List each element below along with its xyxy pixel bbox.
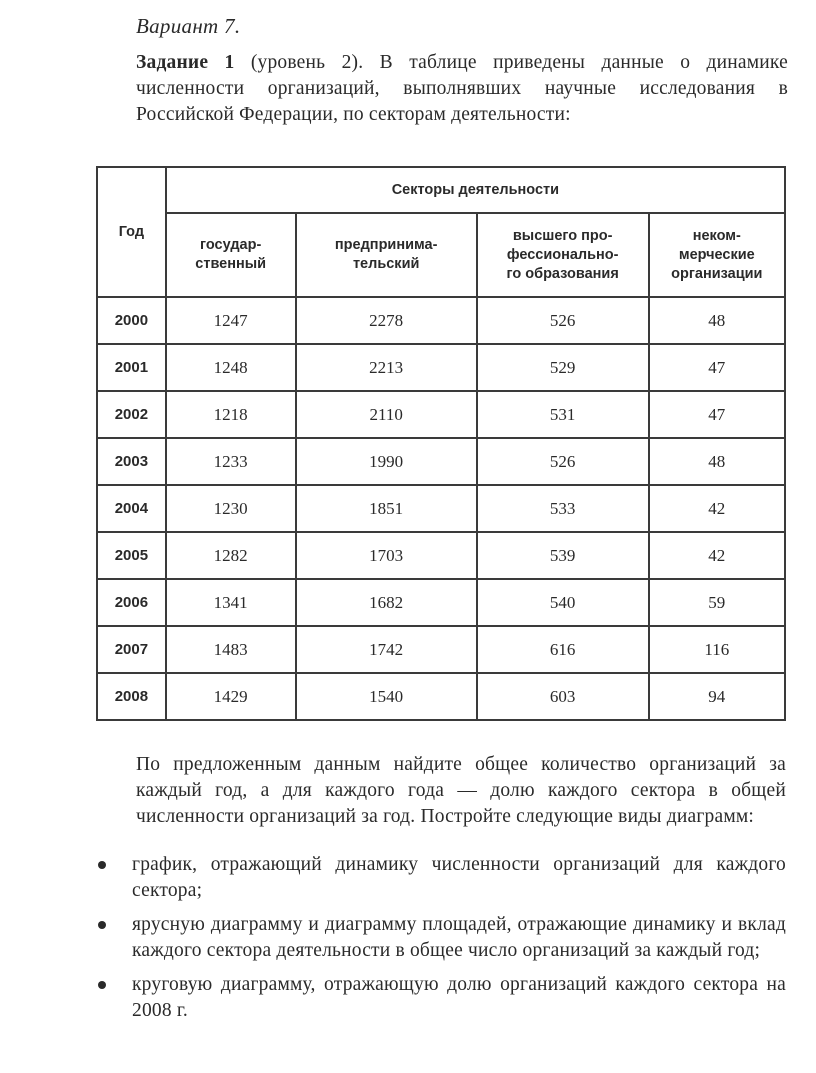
data-table-body <box>97 297 785 720</box>
list-item <box>96 972 786 1024</box>
table-row <box>97 673 785 720</box>
value-cell: 1429 <box>166 673 296 720</box>
task-intro-text: (уровень 2). В таблице приведены данные о динамике численности организаций, выполнявших научные исследования в Российской Федерации, по секторам деятельности: <box>136 52 788 125</box>
table-row <box>97 297 785 344</box>
list-item-text: график, отражающий динамику численности организаций для каждого сектора; <box>132 854 786 901</box>
year-cell: 2003 <box>97 438 166 485</box>
table-row <box>97 485 785 532</box>
value-cell: 1703 <box>296 532 477 579</box>
table-row <box>97 532 785 579</box>
value-cell: 1247 <box>166 297 296 344</box>
year-cell: 2004 <box>97 485 166 532</box>
sector-column-header: государ- ственный <box>166 213 296 297</box>
year-cell: 2006 <box>97 579 166 626</box>
value-cell: 1341 <box>166 579 296 626</box>
list-item-text: круговую диаграмму, отражающую долю организаций каждого сектора на 2008 г. <box>132 974 786 1021</box>
task-instructions: По предложенным данным найдите общее количество организаций за каждый год, а для каждого года — долю каждого сектора в общей численности организаций за год. Постройте следующие виды диаграмм: <box>136 754 786 827</box>
year-column-header: Год <box>97 167 166 297</box>
table-row <box>97 344 785 391</box>
value-cell: 616 <box>477 626 649 673</box>
value-cell: 116 <box>649 626 785 673</box>
value-cell: 42 <box>649 532 785 579</box>
value-cell: 540 <box>477 579 649 626</box>
sector-column-header: предпринима- тельский <box>296 213 477 297</box>
sector-column-header: неком- мерческие организации <box>649 213 785 297</box>
value-cell: 1742 <box>296 626 477 673</box>
table-row <box>97 438 785 485</box>
chart-requirements-list <box>96 852 786 1032</box>
value-cell: 1248 <box>166 344 296 391</box>
table-row <box>97 626 785 673</box>
value-cell: 533 <box>477 485 649 532</box>
value-cell: 1230 <box>166 485 296 532</box>
value-cell: 1233 <box>166 438 296 485</box>
value-cell: 94 <box>649 673 785 720</box>
value-cell: 48 <box>649 438 785 485</box>
year-cell: 2005 <box>97 532 166 579</box>
bullet-icon <box>98 921 106 929</box>
task-label: Задание 1 <box>136 52 235 73</box>
value-cell: 1990 <box>296 438 477 485</box>
year-cell: 2007 <box>97 626 166 673</box>
year-cell: 2000 <box>97 297 166 344</box>
value-cell: 2110 <box>296 391 477 438</box>
year-cell: 2001 <box>97 344 166 391</box>
list-item <box>96 852 786 904</box>
value-cell: 1682 <box>296 579 477 626</box>
value-cell: 529 <box>477 344 649 391</box>
value-cell: 539 <box>477 532 649 579</box>
value-cell: 1483 <box>166 626 296 673</box>
variant-heading: Вариант 7. <box>136 14 241 38</box>
bullet-icon <box>98 981 106 989</box>
value-cell: 47 <box>649 391 785 438</box>
value-cell: 1851 <box>296 485 477 532</box>
bullet-icon <box>98 861 106 869</box>
value-cell: 59 <box>649 579 785 626</box>
table-row <box>97 391 785 438</box>
value-cell: 603 <box>477 673 649 720</box>
value-cell: 1540 <box>296 673 477 720</box>
sector-column-header: высшего про- фессионально- го образования <box>477 213 649 297</box>
task-intro-paragraph <box>136 50 788 128</box>
value-cell: 531 <box>477 391 649 438</box>
sector-header-row <box>97 213 785 297</box>
year-cell: 2008 <box>97 673 166 720</box>
value-cell: 2213 <box>296 344 477 391</box>
value-cell: 42 <box>649 485 785 532</box>
sectors-group-header: Секторы деятельности <box>166 167 785 213</box>
table-row <box>97 579 785 626</box>
value-cell: 48 <box>649 297 785 344</box>
value-cell: 1282 <box>166 532 296 579</box>
value-cell: 526 <box>477 297 649 344</box>
list-item <box>96 912 786 964</box>
value-cell: 47 <box>649 344 785 391</box>
data-table <box>96 166 786 721</box>
list-item-text: ярусную диаграмму и диаграмму площадей, отражающие динамику и вклад каждого сектора деятельности в общее число организаций за каждый год; <box>132 914 786 961</box>
year-cell: 2002 <box>97 391 166 438</box>
value-cell: 1218 <box>166 391 296 438</box>
value-cell: 526 <box>477 438 649 485</box>
value-cell: 2278 <box>296 297 477 344</box>
